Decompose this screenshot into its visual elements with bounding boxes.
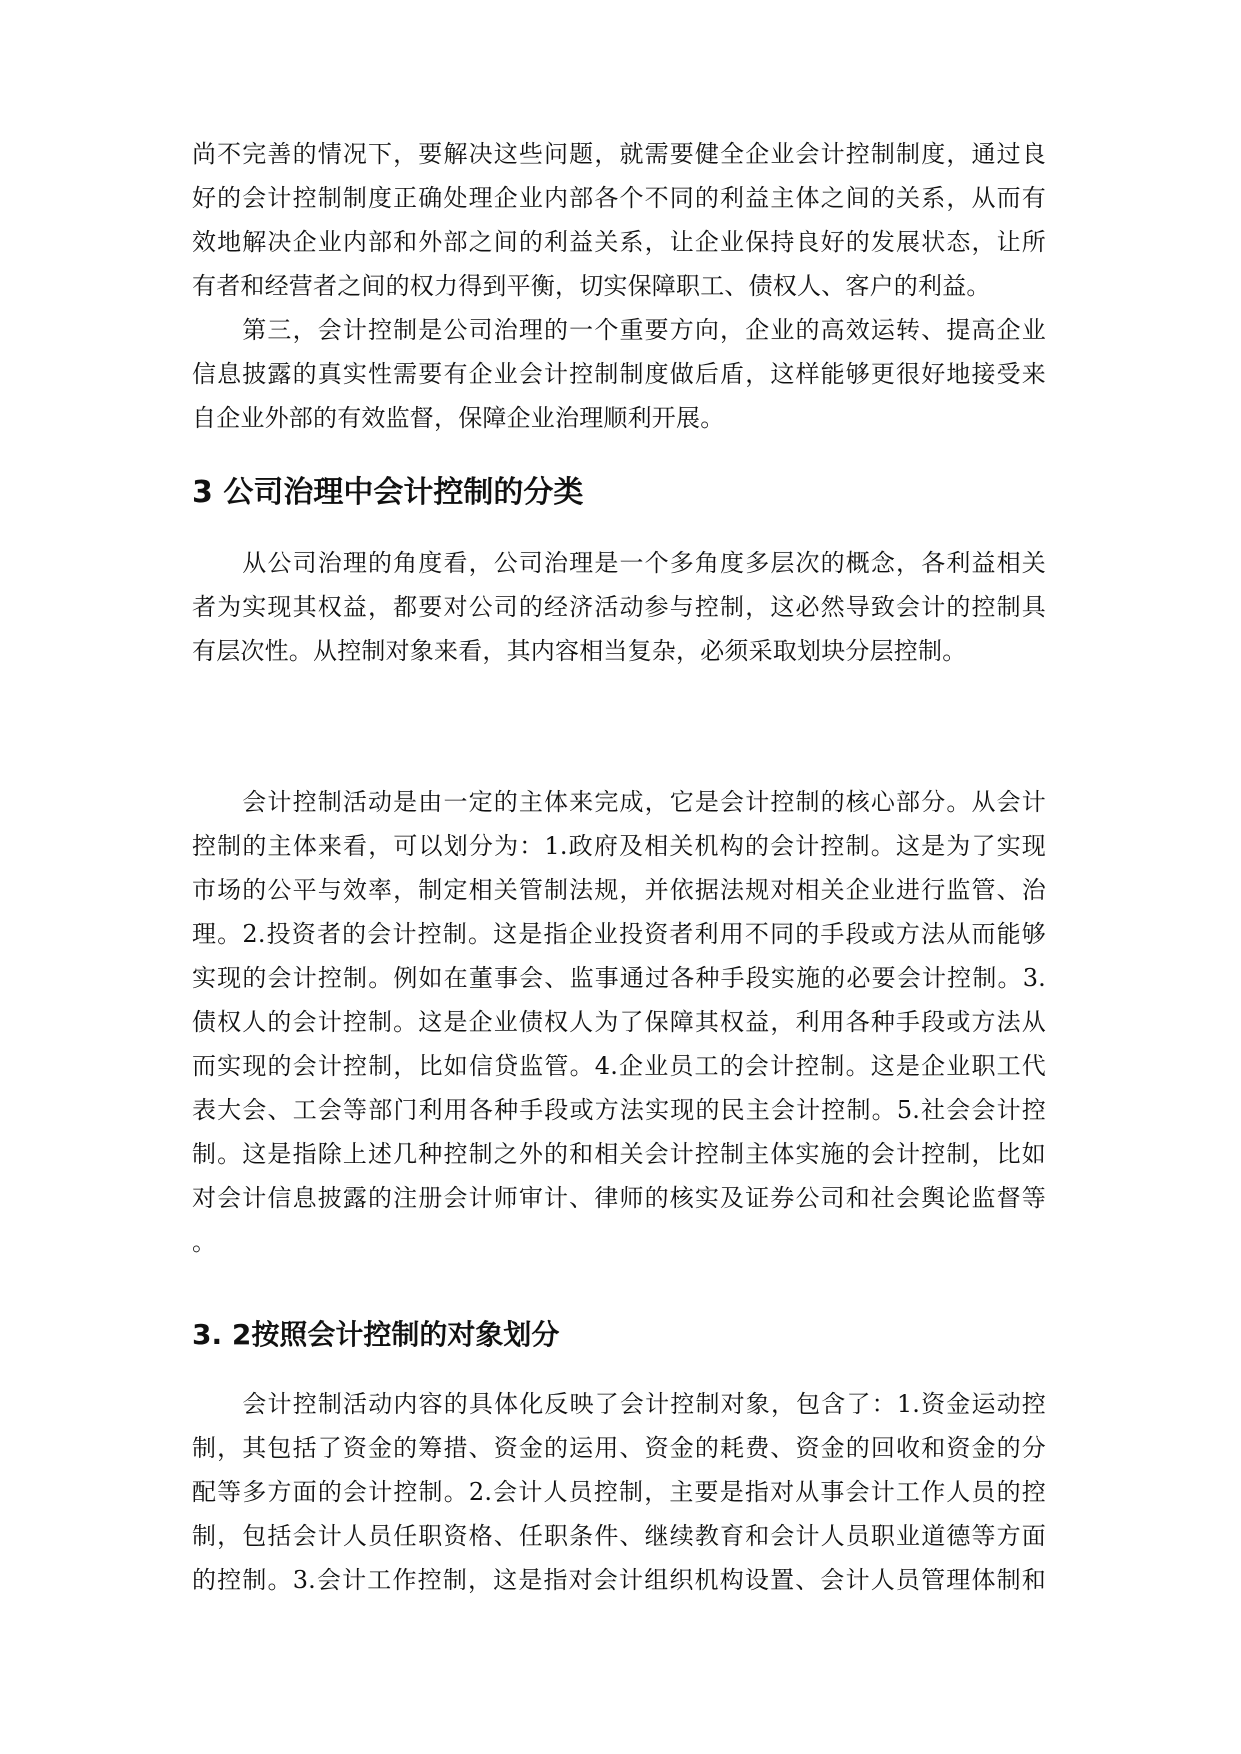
paragraph-governance-perspective (192, 541, 1046, 673)
paragraph-line: 尚不完善的情况下，要解决这些问题，就需要健全企业会计控制制度，通过良 (192, 140, 1046, 168)
paragraph-third-point (192, 308, 1046, 440)
paragraph-control-subjects (192, 780, 1046, 1264)
paragraph-line: 有层次性。从控制对象来看，其内容相当复杂，必须采取划块分层控制。 (192, 637, 967, 665)
section-heading-3: 3 公司治理中会计控制的分类 (192, 475, 584, 510)
paragraph-line: 自企业外部的有效监督，保障企业治理顺利开展。 (192, 404, 725, 432)
paragraph-line: 效地解决企业内部和外部之间的利益关系，让企业保持良好的发展状态，让所 (192, 228, 1046, 256)
paragraph-line: 实现的会计控制。例如在董事会、监事通过各种手段实施的必要会计控制。3. (192, 964, 1046, 992)
paragraph-line: 市场的公平与效率，制定相关管制法规，并依据法规对相关企业进行监管、治 (192, 876, 1046, 904)
paragraph-control-objects (192, 1382, 1046, 1602)
paragraph-line: 从公司治理的角度看，公司治理是一个多角度多层次的概念，各利益相关 (192, 549, 1046, 577)
paragraph-continuation (192, 132, 1046, 308)
paragraph-line: 对会计信息披露的注册会计师审计、律师的核实及证券公司和社会舆论监督等 (192, 1184, 1046, 1212)
paragraph-line: 会计控制活动是由一定的主体来完成，它是会计控制的核心部分。从会计 (192, 788, 1046, 816)
paragraph-line: 第三，会计控制是公司治理的一个重要方向，企业的高效运转、提高企业 (192, 316, 1046, 344)
paragraph-line: 信息披露的真实性需要有企业会计控制制度做后盾，这样能够更很好地接受来 (192, 360, 1046, 388)
paragraph-line: 配等多方面的会计控制。2.会计人员控制，主要是指对从事会计工作人员的控 (192, 1478, 1046, 1506)
section-heading-3-2: 3. 2按照会计控制的对象划分 (192, 1318, 560, 1351)
paragraph-line: 债权人的会计控制。这是企业债权人为了保障其权益，利用各种手段或方法从 (192, 1008, 1046, 1036)
paragraph-line: 好的会计控制制度正确处理企业内部各个不同的利益主体之间的关系，从而有 (192, 184, 1046, 212)
paragraph-line: 。 (192, 1228, 217, 1256)
paragraph-line: 制，包括会计人员任职资格、任职条件、继续教育和会计人员职业道德等方面 (192, 1522, 1046, 1550)
paragraph-line: 控制的主体来看，可以划分为：1.政府及相关机构的会计控制。这是为了实现 (192, 832, 1046, 860)
paragraph-line: 而实现的会计控制，比如信贷监管。4.企业员工的会计控制。这是企业职工代 (192, 1052, 1046, 1080)
paragraph-line: 表大会、工会等部门利用各种手段或方法实现的民主会计控制。5.社会会计控 (192, 1096, 1046, 1124)
paragraph-line: 者为实现其权益，都要对公司的经济活动参与控制，这必然导致会计的控制具 (192, 593, 1046, 621)
paragraph-line: 理。2.投资者的会计控制。这是指企业投资者利用不同的手段或方法从而能够 (192, 920, 1046, 948)
paragraph-line: 有者和经营者之间的权力得到平衡，切实保障职工、债权人、客户的利益。 (192, 272, 991, 300)
paragraph-line: 会计控制活动内容的具体化反映了会计控制对象，包含了：1.资金运动控 (192, 1390, 1046, 1418)
paragraph-line: 的控制。3.会计工作控制，这是指对会计组织机构设置、会计人员管理体制和 (192, 1566, 1046, 1594)
paragraph-line: 制。这是指除上述几种控制之外的和相关会计控制主体实施的会计控制，比如 (192, 1140, 1046, 1168)
paragraph-line: 制，其包括了资金的筹措、资金的运用、资金的耗费、资金的回收和资金的分 (192, 1434, 1046, 1462)
